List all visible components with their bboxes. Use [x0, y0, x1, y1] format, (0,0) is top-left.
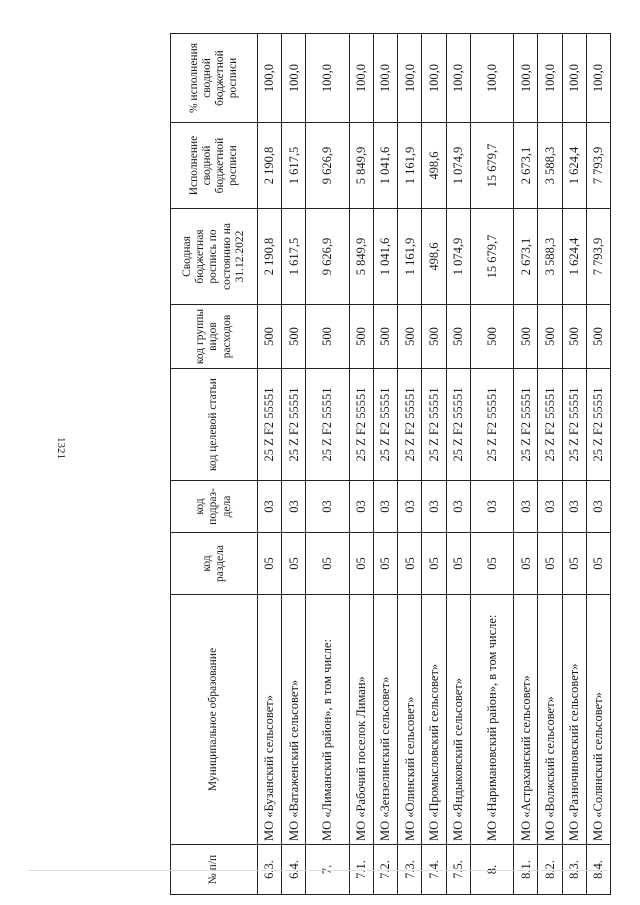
row-target-article-code: 25 Z F2 55551	[514, 369, 538, 481]
row-budget-execution: 1 161,9	[398, 123, 422, 209]
row-budget-plan: 15 679,7	[470, 209, 513, 305]
header-number: № п/п	[171, 845, 258, 895]
row-execution-percent: 100,0	[373, 34, 397, 123]
row-execution-percent: 100,0	[586, 34, 610, 123]
row-target-article-code: 25 Z F2 55551	[586, 369, 610, 481]
row-execution-percent: 100,0	[306, 34, 349, 123]
table-row	[422, 34, 446, 895]
row-execution-percent: 100,0	[446, 34, 470, 123]
row-expense-group-code: 500	[306, 305, 349, 369]
row-section-code: 05	[258, 533, 282, 595]
row-subsection-code: 03	[422, 481, 446, 533]
row-municipality: МО «Промысловский сельсовет»	[422, 595, 446, 845]
row-execution-percent: 100,0	[422, 34, 446, 123]
row-expense-group-code: 500	[258, 305, 282, 369]
row-budget-execution: 9 626,9	[306, 123, 349, 209]
row-subsection-code: 03	[470, 481, 513, 533]
header-municipality: Муниципальное образование	[171, 595, 258, 845]
row-subsection-code: 03	[562, 481, 586, 533]
row-budget-execution: 15 679,7	[470, 123, 513, 209]
row-expense-group-code: 500	[282, 305, 306, 369]
row-municipality: МО «Ватаженский сельсовет»	[282, 595, 306, 845]
row-expense-group-code: 500	[422, 305, 446, 369]
row-target-article-code: 25 Z F2 55551	[373, 369, 397, 481]
row-section-code: 05	[538, 533, 562, 595]
row-expense-group-code: 500	[470, 305, 513, 369]
row-budget-plan: 2 190,8	[258, 209, 282, 305]
row-subsection-code: 03	[398, 481, 422, 533]
row-target-article-code: 25 Z F2 55551	[562, 369, 586, 481]
row-target-article-code: 25 Z F2 55551	[470, 369, 513, 481]
header-target-article-code: код целевой статьи	[171, 369, 258, 481]
row-number: 6.4.	[282, 845, 306, 895]
row-subsection-code: 03	[373, 481, 397, 533]
row-execution-percent: 100,0	[562, 34, 586, 123]
row-budget-execution: 3 588,3	[538, 123, 562, 209]
row-budget-plan: 1 074,9	[446, 209, 470, 305]
row-subsection-code: 03	[258, 481, 282, 533]
row-expense-group-code: 500	[349, 305, 373, 369]
row-number: 6.3.	[258, 845, 282, 895]
row-municipality: МО «Астраханский сельсовет»	[514, 595, 538, 845]
row-section-code: 05	[398, 533, 422, 595]
row-number: 8.4.	[586, 845, 610, 895]
row-number: 7.	[306, 845, 349, 895]
row-expense-group-code: 500	[538, 305, 562, 369]
row-number: 8.1.	[514, 845, 538, 895]
table-row	[349, 34, 373, 895]
row-target-article-code: 25 Z F2 55551	[538, 369, 562, 481]
row-budget-execution: 498,6	[422, 123, 446, 209]
row-number: 8.2.	[538, 845, 562, 895]
scan-edge-line	[28, 870, 608, 871]
row-subsection-code: 03	[349, 481, 373, 533]
row-expense-group-code: 500	[373, 305, 397, 369]
row-expense-group-code: 500	[562, 305, 586, 369]
row-municipality: МО «Лиманский район», в том числе:	[306, 595, 349, 845]
row-municipality: МО «Солянский сельсовет»	[586, 595, 610, 845]
row-municipality: МО «Наримановский район», в том числе:	[470, 595, 513, 845]
row-number: 8.3.	[562, 845, 586, 895]
row-subsection-code: 03	[446, 481, 470, 533]
row-subsection-code: 03	[282, 481, 306, 533]
row-expense-group-code: 500	[446, 305, 470, 369]
row-section-code: 05	[562, 533, 586, 595]
row-expense-group-code: 500	[514, 305, 538, 369]
header-execution-percent: % исполнения сводной бюджетной росписи	[171, 34, 258, 123]
row-number: 7.3.	[398, 845, 422, 895]
row-execution-percent: 100,0	[349, 34, 373, 123]
row-execution-percent: 100,0	[470, 34, 513, 123]
table-row	[514, 34, 538, 895]
row-subsection-code: 03	[538, 481, 562, 533]
row-section-code: 05	[306, 533, 349, 595]
page-number: 1321	[55, 437, 67, 459]
row-section-code: 05	[586, 533, 610, 595]
header-section-code: код раздела	[171, 533, 258, 595]
row-execution-percent: 100,0	[514, 34, 538, 123]
budget-execution-table	[170, 33, 611, 895]
row-target-article-code: 25 Z F2 55551	[306, 369, 349, 481]
row-expense-group-code: 500	[586, 305, 610, 369]
table-row	[282, 34, 306, 895]
row-execution-percent: 100,0	[258, 34, 282, 123]
row-municipality: МО «Бузанский сельсовет»	[258, 595, 282, 845]
row-budget-plan: 1 161,9	[398, 209, 422, 305]
row-budget-execution: 1 617,5	[282, 123, 306, 209]
table-row	[306, 34, 349, 895]
row-municipality: МО «Волжский сельсовет»	[538, 595, 562, 845]
row-budget-execution: 1 074,9	[446, 123, 470, 209]
header-expense-group-code: код группы видов расходов	[171, 305, 258, 369]
row-number: 7.5.	[446, 845, 470, 895]
table-row	[562, 34, 586, 895]
header-budget-plan: Сводная бюджетная роспись по состоянию на 31.12.2022	[171, 209, 258, 305]
table-row	[258, 34, 282, 895]
table-row	[470, 34, 513, 895]
row-budget-plan: 7 793,9	[586, 209, 610, 305]
row-section-code: 05	[446, 533, 470, 595]
row-section-code: 05	[349, 533, 373, 595]
table-row	[446, 34, 470, 895]
row-budget-plan: 1 041,6	[373, 209, 397, 305]
row-budget-plan: 1 624,4	[562, 209, 586, 305]
row-municipality: МО «Олинский сельсовет»	[398, 595, 422, 845]
row-number: 7.4.	[422, 845, 446, 895]
row-budget-plan: 1 617,5	[282, 209, 306, 305]
row-target-article-code: 25 Z F2 55551	[422, 369, 446, 481]
row-number: 8.	[470, 845, 513, 895]
row-section-code: 05	[282, 533, 306, 595]
header-budget-execution: Исполнение сводной бюджетной росписи	[171, 123, 258, 209]
row-budget-plan: 9 626,9	[306, 209, 349, 305]
row-number: 7.1.	[349, 845, 373, 895]
row-target-article-code: 25 Z F2 55551	[258, 369, 282, 481]
row-target-article-code: 25 Z F2 55551	[398, 369, 422, 481]
row-execution-percent: 100,0	[398, 34, 422, 123]
header-subsection-code: код подраз-дела	[171, 481, 258, 533]
row-subsection-code: 03	[514, 481, 538, 533]
row-budget-plan: 2 673,1	[514, 209, 538, 305]
row-execution-percent: 100,0	[282, 34, 306, 123]
row-budget-plan: 3 588,3	[538, 209, 562, 305]
table-row	[538, 34, 562, 895]
row-budget-execution: 1 041,6	[373, 123, 397, 209]
row-section-code: 05	[373, 533, 397, 595]
row-expense-group-code: 500	[398, 305, 422, 369]
row-budget-execution: 2 190,8	[258, 123, 282, 209]
rotated-table-container	[170, 34, 611, 895]
row-subsection-code: 03	[586, 481, 610, 533]
row-municipality: МО «Зензелинский сельсовет»	[373, 595, 397, 845]
row-section-code: 05	[514, 533, 538, 595]
row-section-code: 05	[422, 533, 446, 595]
row-municipality: МО «Рабочий поселок Лиман»	[349, 595, 373, 845]
row-target-article-code: 25 Z F2 55551	[349, 369, 373, 481]
row-budget-plan: 498,6	[422, 209, 446, 305]
row-budget-execution: 2 673,1	[514, 123, 538, 209]
row-budget-execution: 7 793,9	[586, 123, 610, 209]
table-row	[398, 34, 422, 895]
row-budget-execution: 5 849,9	[349, 123, 373, 209]
row-budget-plan: 5 849,9	[349, 209, 373, 305]
table-row	[373, 34, 397, 895]
row-target-article-code: 25 Z F2 55551	[282, 369, 306, 481]
table-row	[586, 34, 610, 895]
row-section-code: 05	[470, 533, 513, 595]
row-target-article-code: 25 Z F2 55551	[446, 369, 470, 481]
table-header-row	[171, 34, 258, 895]
row-subsection-code: 03	[306, 481, 349, 533]
row-number: 7.2.	[373, 845, 397, 895]
row-budget-execution: 1 624,4	[562, 123, 586, 209]
row-execution-percent: 100,0	[538, 34, 562, 123]
row-municipality: МО «Яндыковский сельсовет»	[446, 595, 470, 845]
row-municipality: МО «Разночиновский сельсовет»	[562, 595, 586, 845]
